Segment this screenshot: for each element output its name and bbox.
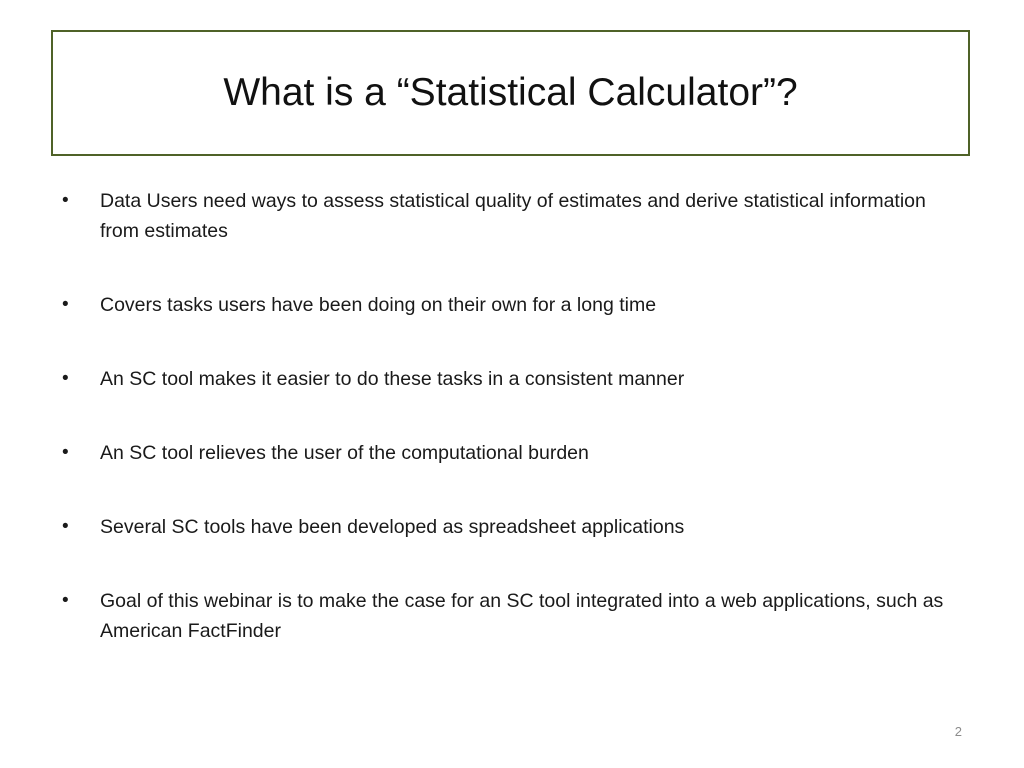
bullet-icon: • <box>62 516 69 537</box>
slide-title: What is a “Statistical Calculator”? <box>223 71 798 114</box>
bullet-icon: • <box>62 590 69 611</box>
bullet-item <box>62 186 962 246</box>
bullet-text: Data Users need ways to assess statistical quality of estimates and derive statistical information from estimates <box>100 190 926 242</box>
bullet-icon: • <box>62 368 69 389</box>
bullet-item <box>62 438 962 468</box>
bullet-item <box>62 586 962 646</box>
bullet-text: An SC tool relieves the user of the computational burden <box>100 442 589 464</box>
bullet-item <box>62 364 962 394</box>
bullet-item <box>62 290 962 320</box>
bullet-text: Covers tasks users have been doing on their own for a long time <box>100 294 657 316</box>
bullet-text: Goal of this webinar is to make the case for an SC tool integrated into a web applications, such as American FactFinder <box>100 590 944 642</box>
bullet-item <box>62 512 962 542</box>
page-number: 2 <box>954 724 962 739</box>
bullet-icon: • <box>62 190 69 211</box>
bullet-icon: • <box>62 294 69 315</box>
bullet-text: An SC tool makes it easier to do these tasks in a consistent manner <box>100 368 685 390</box>
bullet-icon: • <box>62 442 69 463</box>
bullet-list <box>62 186 962 690</box>
title-box <box>51 30 970 156</box>
bullet-text: Several SC tools have been developed as spreadsheet applications <box>100 516 685 538</box>
